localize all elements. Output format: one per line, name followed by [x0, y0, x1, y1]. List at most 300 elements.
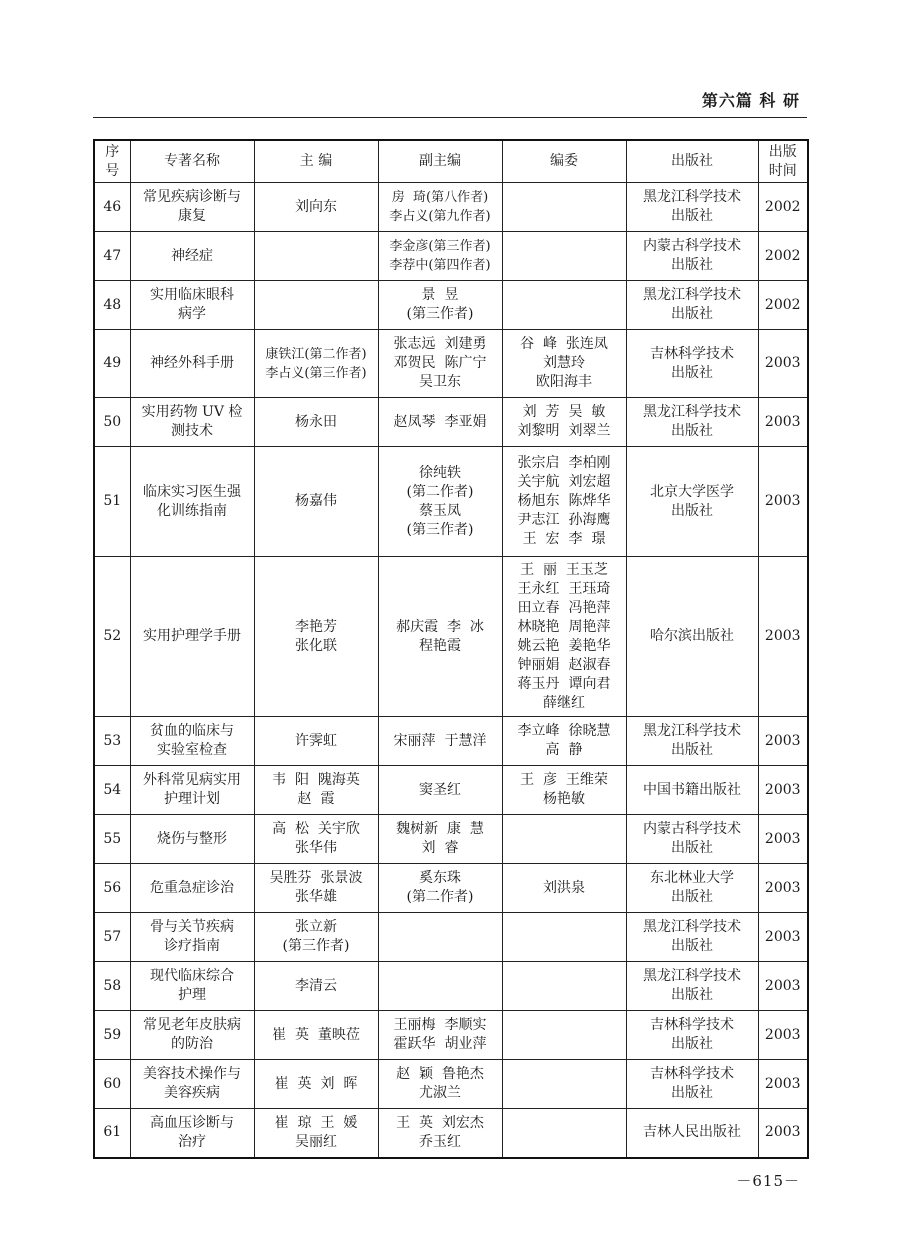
- book-title-cell: [130, 1011, 254, 1060]
- publication-year-cell: [758, 183, 808, 232]
- page-number: －615－: [736, 1172, 800, 1190]
- deputy-editor: (第三作者): [406, 306, 474, 322]
- editorial-members: 王 宏 李 璟: [522, 531, 606, 547]
- row-number-cell: [94, 330, 130, 398]
- publication-year: 2003: [764, 879, 801, 896]
- chief-editor: 高 松 关宇欣: [272, 821, 360, 837]
- column-header: [626, 140, 758, 183]
- deputy-editor-cell: [378, 913, 502, 962]
- chief-editor: 崔 琼 王 媛: [274, 1114, 358, 1131]
- book-title: 贫血的临床与: [150, 723, 234, 739]
- book-title-cell: [130, 398, 254, 447]
- publication-year: 2003: [764, 928, 801, 945]
- column-header: [378, 140, 502, 183]
- publisher-cell: [626, 864, 758, 913]
- column-header-label: 出版社: [671, 153, 713, 169]
- book-title: 测技术: [171, 423, 213, 439]
- publisher: 出版社: [671, 742, 713, 758]
- editorial-members-cell: [502, 1060, 626, 1109]
- book-title: 现代临床综合: [150, 968, 234, 984]
- chief-editor-cell: [254, 815, 378, 864]
- chief-editor-cell: [254, 398, 378, 447]
- publisher-cell: [626, 1109, 758, 1158]
- editorial-members-cell: [502, 557, 626, 717]
- publisher: 内蒙古科学技术: [643, 821, 741, 837]
- publisher-cell: [626, 232, 758, 281]
- deputy-editor: 赵凤琴 李亚娟: [393, 413, 487, 430]
- publication-year-cell: [758, 1109, 808, 1158]
- publisher-cell: [626, 557, 758, 717]
- editorial-members: 刘慧玲: [543, 355, 585, 371]
- editorial-members: 尹志江 孙海鹰: [517, 512, 611, 528]
- book-title: 病学: [178, 306, 206, 322]
- editorial-members: 刘黎明 刘翠兰: [517, 423, 611, 439]
- section-title: 第六篇 科 研: [701, 91, 800, 110]
- table-row: [94, 330, 808, 398]
- publication-year: 2002: [764, 198, 801, 215]
- editorial-members: 杨艳敏: [543, 791, 585, 807]
- editorial-members: 刘 芳 吴 敏: [522, 404, 606, 420]
- book-title-cell: [130, 1060, 254, 1109]
- deputy-editor-cell: [378, 815, 502, 864]
- publisher: 出版社: [671, 938, 713, 954]
- table-row: [94, 557, 808, 717]
- chief-editor-cell: [254, 1060, 378, 1109]
- publication-year-cell: [758, 398, 808, 447]
- deputy-editor-cell: [378, 1109, 502, 1158]
- publisher: 出版社: [671, 889, 713, 905]
- deputy-editor: 蔡玉凤: [419, 502, 461, 519]
- publication-year: 2002: [764, 296, 801, 313]
- publisher: 出版社: [671, 1085, 713, 1101]
- publisher: 吉林科学技术: [650, 1017, 734, 1033]
- publisher: 黑龙江科学技术: [643, 287, 741, 303]
- table-body: [94, 183, 808, 1158]
- publisher-cell: [626, 913, 758, 962]
- table-row: [94, 864, 808, 913]
- table-row: [94, 447, 808, 557]
- chief-editor-cell: [254, 864, 378, 913]
- table-row: [94, 913, 808, 962]
- row-number-cell: [94, 281, 130, 330]
- deputy-editor: 房 琦(第八作者): [391, 190, 489, 205]
- editorial-members: 张宗启 李柏刚: [517, 455, 611, 471]
- chief-editor-cell: [254, 557, 378, 717]
- deputy-editor: 邓贺民 陈广宁: [393, 355, 487, 371]
- publisher: 北京大学医学: [650, 483, 734, 500]
- book-title: 烧伤与整形: [157, 830, 227, 847]
- publisher: 出版社: [671, 423, 713, 439]
- chief-editor: 许霁虹: [295, 732, 337, 749]
- chief-editor: 吴胜芬 张景波: [269, 870, 363, 886]
- publisher: 黑龙江科学技术: [643, 968, 741, 984]
- row-number-cell: [94, 398, 130, 447]
- publisher: 内蒙古科学技术: [643, 238, 741, 254]
- chief-editor: 张化联: [295, 637, 337, 654]
- publisher: 吉林人民出版社: [643, 1124, 741, 1141]
- publication-year: 2003: [764, 413, 801, 430]
- table-row: [94, 281, 808, 330]
- book-title-cell: [130, 1109, 254, 1158]
- row-number-cell: [94, 864, 130, 913]
- book-title: 常见老年皮肤病: [143, 1017, 241, 1033]
- book-title-cell: [130, 557, 254, 717]
- publisher: 出版社: [671, 987, 713, 1003]
- deputy-editor: 魏树新 康 慧: [396, 821, 484, 837]
- publisher: 黑龙江科学技术: [643, 723, 741, 739]
- table-row: [94, 962, 808, 1011]
- column-header-label: 主 编: [299, 153, 333, 169]
- editorial-members-cell: [502, 913, 626, 962]
- publication-year-cell: [758, 1060, 808, 1109]
- chief-editor: (第三作者): [282, 938, 350, 954]
- book-title: 诊疗指南: [164, 938, 220, 954]
- table-row: [94, 1011, 808, 1060]
- chief-editor: 李清云: [295, 977, 337, 994]
- publication-year-cell: [758, 232, 808, 281]
- column-header: [94, 140, 130, 183]
- publisher-cell: [626, 447, 758, 557]
- editorial-members: 王 丽 王玉芝: [520, 561, 608, 578]
- chief-editor: 吴丽红: [295, 1133, 337, 1150]
- publication-year: 2003: [764, 1124, 801, 1141]
- book-title-cell: [130, 232, 254, 281]
- row-number: 49: [103, 355, 122, 371]
- chief-editor: 康铁江(第二作者): [265, 346, 367, 362]
- publisher: 黑龙江科学技术: [643, 189, 741, 205]
- publication-year-cell: [758, 281, 808, 330]
- publication-year: 2003: [764, 732, 801, 749]
- publisher-cell: [626, 1060, 758, 1109]
- publisher-cell: [626, 281, 758, 330]
- book-title-cell: [130, 913, 254, 962]
- editorial-members-cell: [502, 864, 626, 913]
- deputy-editor: 王丽梅 李顺实: [393, 1017, 487, 1033]
- publication-year: 2003: [764, 781, 801, 798]
- column-header-label: 专著名称: [164, 153, 220, 169]
- book-title: 骨与关节疾病: [150, 919, 234, 935]
- publication-year: 2003: [764, 493, 801, 509]
- row-number: 57: [103, 928, 122, 945]
- editorial-members: 谷 峰 张连凤: [520, 336, 608, 352]
- chief-editor-cell: [254, 766, 378, 815]
- editorial-members: 高 静: [545, 742, 583, 758]
- publisher-cell: [626, 398, 758, 447]
- row-number: 51: [103, 493, 122, 509]
- editorial-members: 王 彦 王维荣: [520, 772, 608, 788]
- deputy-editor: 霍跃华 胡业萍: [393, 1036, 487, 1052]
- chief-editor-cell: [254, 1011, 378, 1060]
- chief-editor: 崔 英 刘 晖: [274, 1075, 358, 1092]
- publisher: 出版社: [671, 208, 713, 224]
- deputy-editor: 程艳霞: [419, 637, 461, 654]
- publication-year: 2003: [764, 628, 801, 644]
- column-header: [254, 140, 378, 183]
- deputy-editor-cell: [378, 557, 502, 717]
- chief-editor: 杨永田: [295, 413, 337, 430]
- chief-editor-cell: [254, 717, 378, 766]
- book-title-cell: [130, 815, 254, 864]
- book-title-cell: [130, 447, 254, 557]
- deputy-editor-cell: [378, 281, 502, 330]
- book-title: 美容技术操作与: [143, 1066, 241, 1082]
- row-number-cell: [94, 183, 130, 232]
- editorial-members-cell: [502, 281, 626, 330]
- chief-editor: 李占义(第三作者): [265, 365, 367, 381]
- deputy-editor-cell: [378, 717, 502, 766]
- chief-editor-cell: [254, 183, 378, 232]
- editorial-members-cell: [502, 962, 626, 1011]
- row-number-cell: [94, 232, 130, 281]
- publisher: 东北林业大学: [650, 870, 734, 886]
- table-row: [94, 1060, 808, 1109]
- table-row: [94, 766, 808, 815]
- editorial-members: 欧阳海丰: [536, 374, 592, 390]
- publisher-cell: [626, 183, 758, 232]
- book-title: 的防治: [171, 1036, 213, 1052]
- row-number: 50: [103, 413, 122, 430]
- chief-editor-cell: [254, 281, 378, 330]
- deputy-editor: 赵 颖 鲁艳杰: [396, 1066, 484, 1082]
- table-header-row: [94, 140, 808, 183]
- book-title: 实用护理学手册: [143, 628, 241, 644]
- deputy-editor-cell: [378, 766, 502, 815]
- book-title: 危重急症诊治: [150, 879, 234, 896]
- column-header: [502, 140, 626, 183]
- row-number-cell: [94, 557, 130, 717]
- publication-year: 2002: [764, 247, 801, 264]
- row-number: 59: [103, 1026, 122, 1043]
- deputy-editor-cell: [378, 232, 502, 281]
- book-title: 治疗: [178, 1133, 206, 1150]
- publisher: 出版社: [671, 364, 713, 381]
- editorial-members: 薛继红: [543, 694, 585, 711]
- deputy-editor-cell: [378, 398, 502, 447]
- editorial-members: 蒋玉丹 谭向君: [517, 675, 611, 692]
- editorial-members-cell: [502, 398, 626, 447]
- publisher: 出版社: [671, 306, 713, 322]
- publisher: 出版社: [671, 502, 713, 519]
- row-number-cell: [94, 447, 130, 557]
- deputy-editor-cell: [378, 183, 502, 232]
- editorial-members: 田立春 冯艳萍: [517, 599, 611, 616]
- book-title-cell: [130, 766, 254, 815]
- column-header-label: 副主编: [419, 153, 461, 169]
- editorial-members-cell: [502, 1109, 626, 1158]
- row-number: 53: [103, 732, 122, 749]
- table-row: [94, 232, 808, 281]
- deputy-editor: 李金彦(第三作者): [389, 239, 491, 254]
- publication-year-cell: [758, 962, 808, 1011]
- column-header: [758, 140, 808, 183]
- book-title: 神经症: [171, 247, 213, 264]
- book-title: 实用临床眼科: [150, 287, 234, 303]
- editorial-members-cell: [502, 183, 626, 232]
- book-title: 化训练指南: [157, 502, 227, 519]
- publisher: 黑龙江科学技术: [643, 919, 741, 935]
- book-title-cell: [130, 183, 254, 232]
- row-number: 48: [103, 296, 122, 313]
- book-title-cell: [130, 330, 254, 398]
- publication-year-cell: [758, 766, 808, 815]
- column-header-label: 时间: [768, 162, 797, 179]
- editorial-members: 刘洪泉: [543, 879, 585, 896]
- chief-editor-cell: [254, 232, 378, 281]
- book-title: 外科常见病实用: [143, 772, 241, 788]
- publisher-cell: [626, 330, 758, 398]
- deputy-editor: 景 昱: [421, 287, 459, 303]
- deputy-editor: 窦圣红: [419, 781, 461, 798]
- editorial-members-cell: [502, 766, 626, 815]
- column-header-label: 号: [105, 162, 120, 179]
- deputy-editor-cell: [378, 1060, 502, 1109]
- book-title: 实验室检查: [157, 742, 227, 758]
- deputy-editor: 吴卫东: [419, 374, 461, 390]
- chief-editor-cell: [254, 447, 378, 557]
- book-title: 实用药物 UV 检: [141, 404, 243, 420]
- book-title-cell: [130, 962, 254, 1011]
- chief-editor: 张华雄: [295, 889, 337, 905]
- chief-editor: 李艳芳: [295, 618, 337, 635]
- deputy-editor: 李占义(第九作者): [389, 209, 491, 224]
- chief-editor: 刘向东: [295, 198, 337, 215]
- editorial-members: 杨旭东 陈烨华: [517, 493, 611, 509]
- table-row: [94, 183, 808, 232]
- row-number: 46: [103, 198, 122, 215]
- deputy-editor: 王 英 刘宏杰: [396, 1114, 484, 1131]
- monograph-table: [93, 139, 809, 1159]
- row-number-cell: [94, 1060, 130, 1109]
- publisher-cell: [626, 962, 758, 1011]
- publisher-cell: [626, 766, 758, 815]
- publisher-cell: [626, 815, 758, 864]
- chief-editor: 张立新: [295, 919, 337, 935]
- publication-year: 2003: [764, 1075, 801, 1092]
- deputy-editor: (第二作者): [406, 889, 474, 905]
- publication-year-cell: [758, 717, 808, 766]
- book-title: 护理: [178, 987, 206, 1003]
- book-title: 神经外科手册: [150, 355, 234, 371]
- publication-year: 2003: [764, 1026, 801, 1043]
- book-title: 临床实习医生强: [143, 483, 241, 500]
- publisher-cell: [626, 717, 758, 766]
- editorial-members-cell: [502, 1011, 626, 1060]
- book-title: 美容疾病: [164, 1085, 220, 1101]
- publisher-cell: [626, 1011, 758, 1060]
- editorial-members: 王永红 王珏琦: [517, 580, 611, 597]
- publication-year: 2003: [764, 830, 801, 847]
- deputy-editor: 徐纯轶: [419, 464, 461, 481]
- publisher: 黑龙江科学技术: [643, 404, 741, 420]
- chief-editor: 张华伟: [295, 840, 337, 856]
- chief-editor-cell: [254, 330, 378, 398]
- row-number-cell: [94, 815, 130, 864]
- publication-year-cell: [758, 913, 808, 962]
- publisher: 哈尔滨出版社: [650, 628, 734, 644]
- row-number: 58: [103, 977, 122, 994]
- row-number-cell: [94, 766, 130, 815]
- editorial-members: 关宇航 刘宏超: [517, 474, 611, 490]
- deputy-editor: 郝庆霞 李 冰: [396, 618, 484, 635]
- editorial-members: 钟丽娟 赵淑春: [517, 656, 611, 673]
- chief-editor: 韦 阳 隗海英: [272, 772, 360, 788]
- publisher: 出版社: [671, 257, 713, 273]
- publisher: 吉林科学技术: [650, 345, 734, 362]
- book-title: 康复: [178, 208, 206, 224]
- row-number-cell: [94, 1011, 130, 1060]
- row-number-cell: [94, 962, 130, 1011]
- column-header-label: 序: [105, 143, 120, 160]
- deputy-editor-cell: [378, 1011, 502, 1060]
- editorial-members-cell: [502, 717, 626, 766]
- table-row: [94, 398, 808, 447]
- deputy-editor: (第二作者): [406, 483, 474, 500]
- book-title-cell: [130, 864, 254, 913]
- chief-editor: 赵 霞: [297, 791, 335, 807]
- deputy-editor-cell: [378, 330, 502, 398]
- editorial-members: 姚云艳 姜艳华: [517, 637, 611, 654]
- column-header-label: 编委: [550, 153, 578, 169]
- book-title: 常见疾病诊断与: [143, 189, 241, 205]
- publisher: 中国书籍出版社: [643, 781, 741, 798]
- deputy-editor: 奚东珠: [419, 870, 461, 886]
- column-header-label: 出版: [768, 143, 797, 160]
- deputy-editor: 尤淑兰: [419, 1085, 461, 1101]
- deputy-editor-cell: [378, 962, 502, 1011]
- row-number: 47: [103, 247, 122, 264]
- publisher: 出版社: [671, 840, 713, 856]
- publication-year-cell: [758, 447, 808, 557]
- book-title: 高血压诊断与: [150, 1114, 234, 1131]
- row-number-cell: [94, 913, 130, 962]
- publication-year: 2003: [764, 355, 801, 371]
- header-divider: [93, 117, 807, 118]
- publication-year: 2003: [764, 977, 801, 994]
- row-number: 56: [103, 879, 122, 896]
- row-number-cell: [94, 1109, 130, 1158]
- deputy-editor-cell: [378, 447, 502, 557]
- editorial-members-cell: [502, 815, 626, 864]
- editorial-members-cell: [502, 447, 626, 557]
- editorial-members-cell: [502, 232, 626, 281]
- editorial-members: 李立峰 徐晓慧: [517, 723, 611, 739]
- deputy-editor: 李荐中(第四作者): [389, 258, 491, 273]
- publication-year-cell: [758, 864, 808, 913]
- table-row: [94, 717, 808, 766]
- publication-year-cell: [758, 557, 808, 717]
- row-number: 55: [103, 830, 122, 847]
- row-number: 60: [103, 1075, 122, 1092]
- publisher: 吉林科学技术: [650, 1066, 734, 1082]
- table-row: [94, 815, 808, 864]
- editorial-members-cell: [502, 330, 626, 398]
- chief-editor-cell: [254, 1109, 378, 1158]
- row-number: 52: [103, 628, 122, 644]
- deputy-editor: 刘 睿: [421, 840, 459, 856]
- table-header: [94, 140, 808, 183]
- row-number-cell: [94, 717, 130, 766]
- chief-editor: 杨嘉伟: [295, 493, 337, 509]
- table-row: [94, 1109, 808, 1158]
- editorial-members: 林晓艳 周艳萍: [517, 618, 611, 635]
- deputy-editor: 张志远 刘建勇: [393, 336, 487, 352]
- chief-editor: 崔 英 董映莅: [272, 1026, 360, 1043]
- deputy-editor: 宋丽萍 于慧洋: [393, 732, 487, 749]
- deputy-editor-cell: [378, 864, 502, 913]
- publication-year-cell: [758, 815, 808, 864]
- row-number: 54: [103, 781, 122, 798]
- row-number: 61: [103, 1124, 122, 1141]
